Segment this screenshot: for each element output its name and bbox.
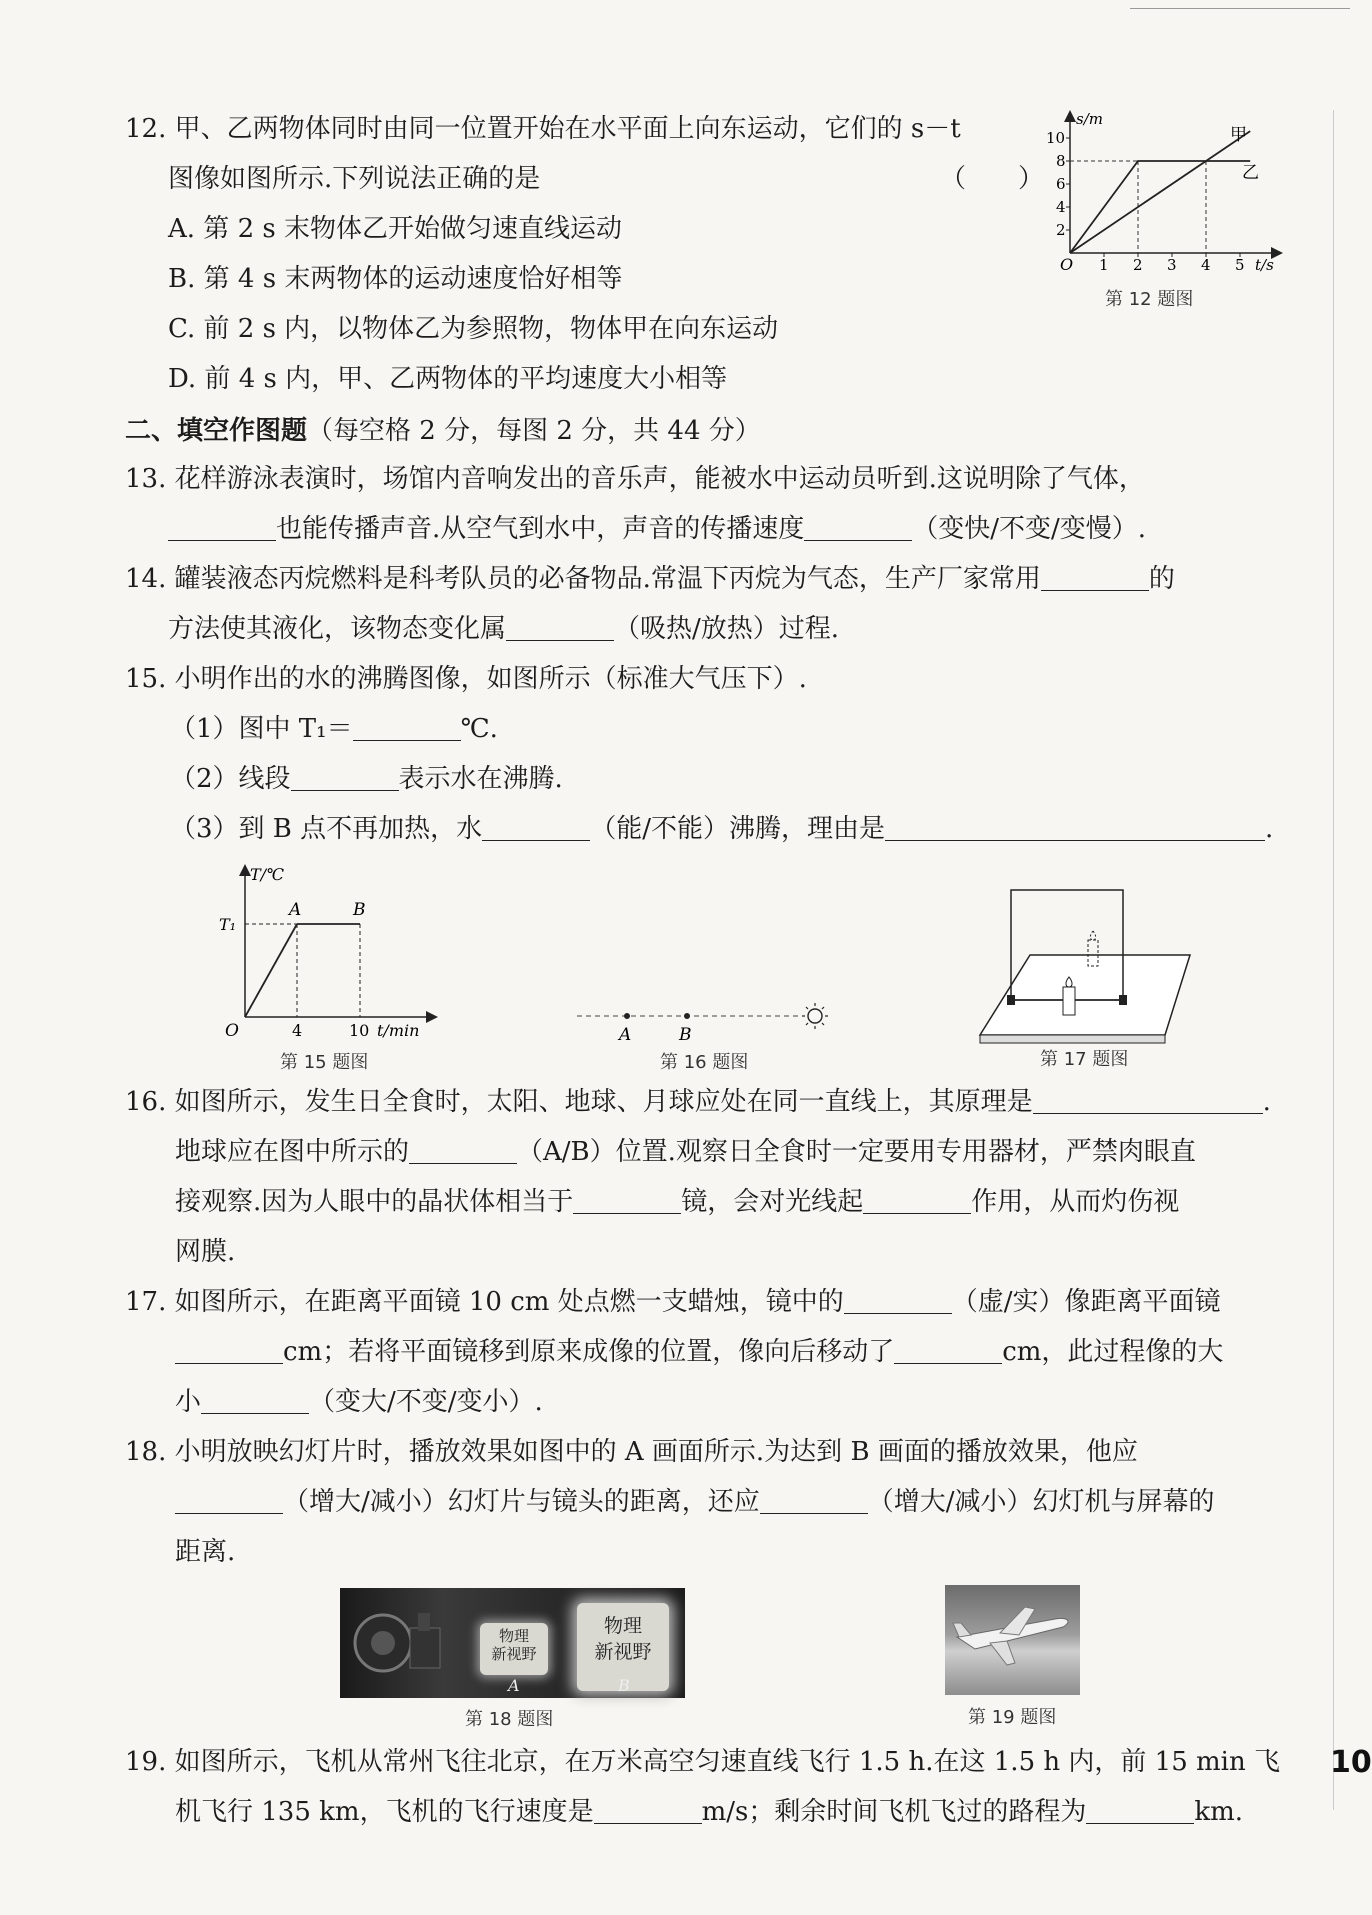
slide-a-line1: 物理	[498, 1627, 529, 1645]
label-b: B	[679, 1025, 692, 1045]
q14-text-c: 方法使其液化，该物态变化属	[168, 614, 507, 644]
section-heading	[125, 414, 761, 448]
series-line-甲	[1070, 131, 1250, 253]
q12-line1: 12. 甲、乙两物体同时由同一位置开始在水平面上向东运动，它们的 s－t	[125, 114, 961, 144]
q16-text-b: .	[1262, 1087, 1271, 1117]
q12-st-graph	[1030, 108, 1300, 278]
q17-blank-1[interactable]	[844, 1287, 952, 1314]
q12-option-c: C. 前 2 s 内，以物体乙为参照物，物体甲在向东运动	[168, 314, 779, 344]
q16-line3	[175, 1185, 1179, 1219]
q13-blank-1[interactable]	[168, 514, 276, 541]
q16-text-c: 地球应在图中所示的	[175, 1137, 410, 1167]
q16-blank-2[interactable]	[409, 1137, 517, 1164]
q19-line1: 19. 如图所示，飞机从常州飞往北京，在万米高空匀速直线飞行 1.5 h.在这 1.5 h 内，前 15 min 飞	[125, 1747, 1280, 1777]
q13-blank-2[interactable]	[804, 514, 912, 541]
q15-p1-unit: ℃.	[460, 714, 498, 744]
q17-text-b: （虚/实）像距离平面镜	[951, 1287, 1221, 1317]
q15-blank-2[interactable]	[291, 764, 399, 791]
tick-4: 4	[292, 1021, 303, 1040]
q14-line2	[168, 612, 839, 646]
photo-label-a: A	[508, 1676, 520, 1695]
slide-b-line1: 物理	[603, 1615, 642, 1637]
series-line-乙	[1070, 161, 1250, 253]
pane-clip-left	[1007, 995, 1015, 1005]
q18-text-b: （增大/减小）幻灯机与屏幕的	[867, 1487, 1215, 1517]
q18-line3: 距离.	[175, 1537, 236, 1567]
q19-line2	[175, 1795, 1243, 1829]
y-tick-label: 8	[1056, 152, 1066, 170]
y-tick-label: 6	[1056, 175, 1066, 193]
origin-label: O	[1060, 255, 1074, 274]
q15-part2	[170, 762, 563, 796]
slide-a-line2: 新视野	[491, 1645, 537, 1663]
q15-p1-text: （1）图中 T₁＝	[170, 714, 353, 744]
series-label-jia: 甲	[1230, 125, 1247, 145]
q12-line2: 图像如图所示.下列说法正确的是	[168, 164, 541, 194]
q18-blank-2[interactable]	[760, 1487, 868, 1514]
q15-p3-mid: （能/不能）沸腾，理由是	[590, 814, 885, 844]
t1-label: T₁	[219, 915, 237, 934]
table-edge	[980, 1035, 1165, 1043]
q18-text-a: （增大/减小）幻灯片与镜头的距离，还应	[283, 1487, 760, 1517]
image-flame	[1090, 931, 1095, 940]
q14-text-d: （吸热/放热）过程.	[614, 614, 840, 644]
q17-line3	[175, 1385, 543, 1419]
y-tick-label: 4	[1056, 198, 1066, 216]
q14-text-b: 的	[1148, 564, 1175, 594]
label-a: A	[619, 1025, 632, 1045]
tick-10: 10	[349, 1021, 370, 1040]
q16-line1	[125, 1085, 1271, 1119]
q14-blank-2[interactable]	[506, 614, 614, 641]
q14-text-a: 14. 罐装液态丙烷燃料是科考队员的必备物品.常温下丙烷为气态，生产厂家常用	[125, 564, 1041, 594]
q17-text-f: （变大/不变/变小）.	[309, 1387, 543, 1417]
q13-text-b: （变快/不变/变慢）.	[912, 514, 1147, 544]
q16-text-e: 接观察.因为人眼中的晶状体相当于	[175, 1187, 574, 1217]
q17-blank-2[interactable]	[175, 1337, 283, 1364]
q19-text-b: m/s；剩余时间飞机飞过的路程为	[701, 1797, 1087, 1827]
q13-text-a: 也能传播声音.从空气到水中，声音的传播速度	[276, 514, 805, 544]
q19-figure-caption: 第 19 题图	[968, 1707, 1057, 1728]
top-rule	[1130, 8, 1350, 9]
y-axis-label: s/m	[1076, 110, 1103, 128]
q19-airplane-photo	[945, 1585, 1080, 1695]
slide-a-screen	[480, 1623, 548, 1675]
q17-text-a: 17. 如图所示，在距离平面镜 10 cm 处点燃一支蜡烛，镜中的	[125, 1287, 844, 1317]
page-number: 10	[1330, 1745, 1372, 1780]
q15-boiling-graph	[219, 862, 445, 1042]
photo-label-b: B	[618, 1676, 630, 1695]
projector-icon	[348, 1598, 458, 1688]
q12-figure-caption: 第 12 题图	[1105, 289, 1194, 310]
q15-part3	[170, 812, 1273, 846]
q15-p3-end: .	[1264, 814, 1274, 844]
q16-figure-caption: 第 16 题图	[660, 1052, 749, 1073]
heating-segment	[245, 924, 297, 1017]
q17-text-c: cm；若将平面镜移到原来成像的位置，像向后移动了	[283, 1337, 895, 1367]
q15-blank-1[interactable]	[353, 714, 461, 741]
section-scoring-note: （每空格 2 分，每图 2 分，共 44 分）	[307, 416, 761, 446]
q19-text-a: 机飞行 135 km，飞机的飞行速度是	[175, 1797, 594, 1827]
q17-text-e: 小	[175, 1387, 202, 1417]
q13-line2	[168, 512, 1146, 546]
q12-option-b: B. 第 4 s 末两物体的运动速度恰好相等	[168, 264, 623, 294]
q15-part1	[170, 712, 498, 746]
q19-blank-1[interactable]	[594, 1797, 702, 1824]
q17-figure-caption: 第 17 题图	[1040, 1049, 1129, 1070]
q12-answer-paren: （ ）	[940, 164, 1045, 194]
q15-blank-4[interactable]	[885, 814, 1265, 841]
q19-blank-2[interactable]	[1086, 1797, 1194, 1824]
x-tick-label: 4	[1201, 256, 1211, 274]
y-tick-label: 2	[1056, 221, 1066, 239]
q18-projector-photo	[340, 1588, 685, 1698]
q16-blank-4[interactable]	[863, 1187, 971, 1214]
sun-icon	[802, 1003, 828, 1029]
margin-rule	[1333, 110, 1334, 1810]
airplane-icon	[945, 1585, 1080, 1695]
x-tick-label: 2	[1133, 256, 1143, 274]
q18-line2	[175, 1485, 1215, 1519]
candle-icon	[1063, 987, 1075, 1015]
y-axis-label: T/℃	[250, 865, 284, 884]
q16-text-d: （A/B）位置.观察日全食时一定要用专用器材，严禁肉眼直	[517, 1137, 1196, 1167]
q18-line1: 18. 小明放映幻灯片时，播放效果如图中的 A 画面所示.为达到 B 画面的播放效果，他应	[125, 1437, 1138, 1467]
q15-blank-3[interactable]	[482, 814, 590, 841]
series-label-yi: 乙	[1242, 163, 1259, 183]
q16-text-a: 16. 如图所示，发生日全食时，太阳、地球、月球应处在同一直线上，其原理是	[125, 1087, 1033, 1117]
point-b-label: B	[353, 900, 366, 920]
q15-p2-tail: 表示水在沸腾.	[398, 764, 563, 794]
pane-clip-right	[1119, 995, 1127, 1005]
x-axis-label: t/min	[377, 1021, 420, 1040]
q14-blank-1[interactable]	[1041, 564, 1149, 591]
slide-b-line2: 新视野	[594, 1641, 652, 1663]
q13-line1: 13. 花样游泳表演时，场馆内音响发出的音乐声，能被水中运动员听到.这说明除了气体，	[125, 464, 1145, 494]
point-a-label: A	[289, 900, 302, 920]
q15-p3-text: （3）到 B 点不再加热，水	[170, 814, 483, 844]
q15-figure-caption: 第 15 题图	[280, 1052, 369, 1073]
q15-p2-text: （2）线段	[170, 764, 291, 794]
q17-line2	[175, 1335, 1223, 1369]
q16-blank-3[interactable]	[573, 1187, 681, 1214]
q17-blank-4[interactable]	[201, 1387, 309, 1414]
origin-label: O	[225, 1021, 239, 1041]
q16-eclipse-figure	[575, 995, 835, 1045]
position-b-dot	[684, 1013, 690, 1019]
position-a-dot	[624, 1013, 630, 1019]
q19-text-c: km.	[1194, 1797, 1244, 1827]
q16-text-f: 镜，会对光线起	[681, 1187, 864, 1217]
q12-option-a: A. 第 2 s 末物体乙开始做匀速直线运动	[168, 214, 622, 244]
q17-line1	[125, 1285, 1220, 1319]
q16-blank-1[interactable]	[1033, 1087, 1263, 1114]
x-tick-label: 1	[1099, 256, 1109, 274]
q16-line2	[175, 1135, 1196, 1169]
y-tick-label: 10	[1046, 129, 1066, 147]
q18-figure-caption: 第 18 题图	[465, 1709, 554, 1730]
section-title: 二、填空作图题	[125, 416, 308, 446]
q12-option-d: D. 前 4 s 内，甲、乙两物体的平均速度大小相等	[168, 364, 728, 394]
q18-blank-1[interactable]	[175, 1487, 283, 1514]
q17-blank-3[interactable]	[894, 1337, 1002, 1364]
q14-line1	[125, 562, 1175, 596]
q17-mirror-candle-figure	[975, 885, 1205, 1045]
x-tick-label: 5	[1235, 256, 1245, 274]
x-tick-label: 3	[1167, 256, 1177, 274]
q16-text-g: 作用，从而灼伤视	[971, 1187, 1180, 1217]
q16-line4: 网膜.	[175, 1237, 236, 1267]
q17-text-d: cm，此过程像的大	[1002, 1337, 1224, 1367]
q15-line1: 15. 小明作出的水的沸腾图像，如图所示（标准大气压下）.	[125, 664, 807, 694]
x-axis-label: t/s	[1255, 256, 1274, 274]
